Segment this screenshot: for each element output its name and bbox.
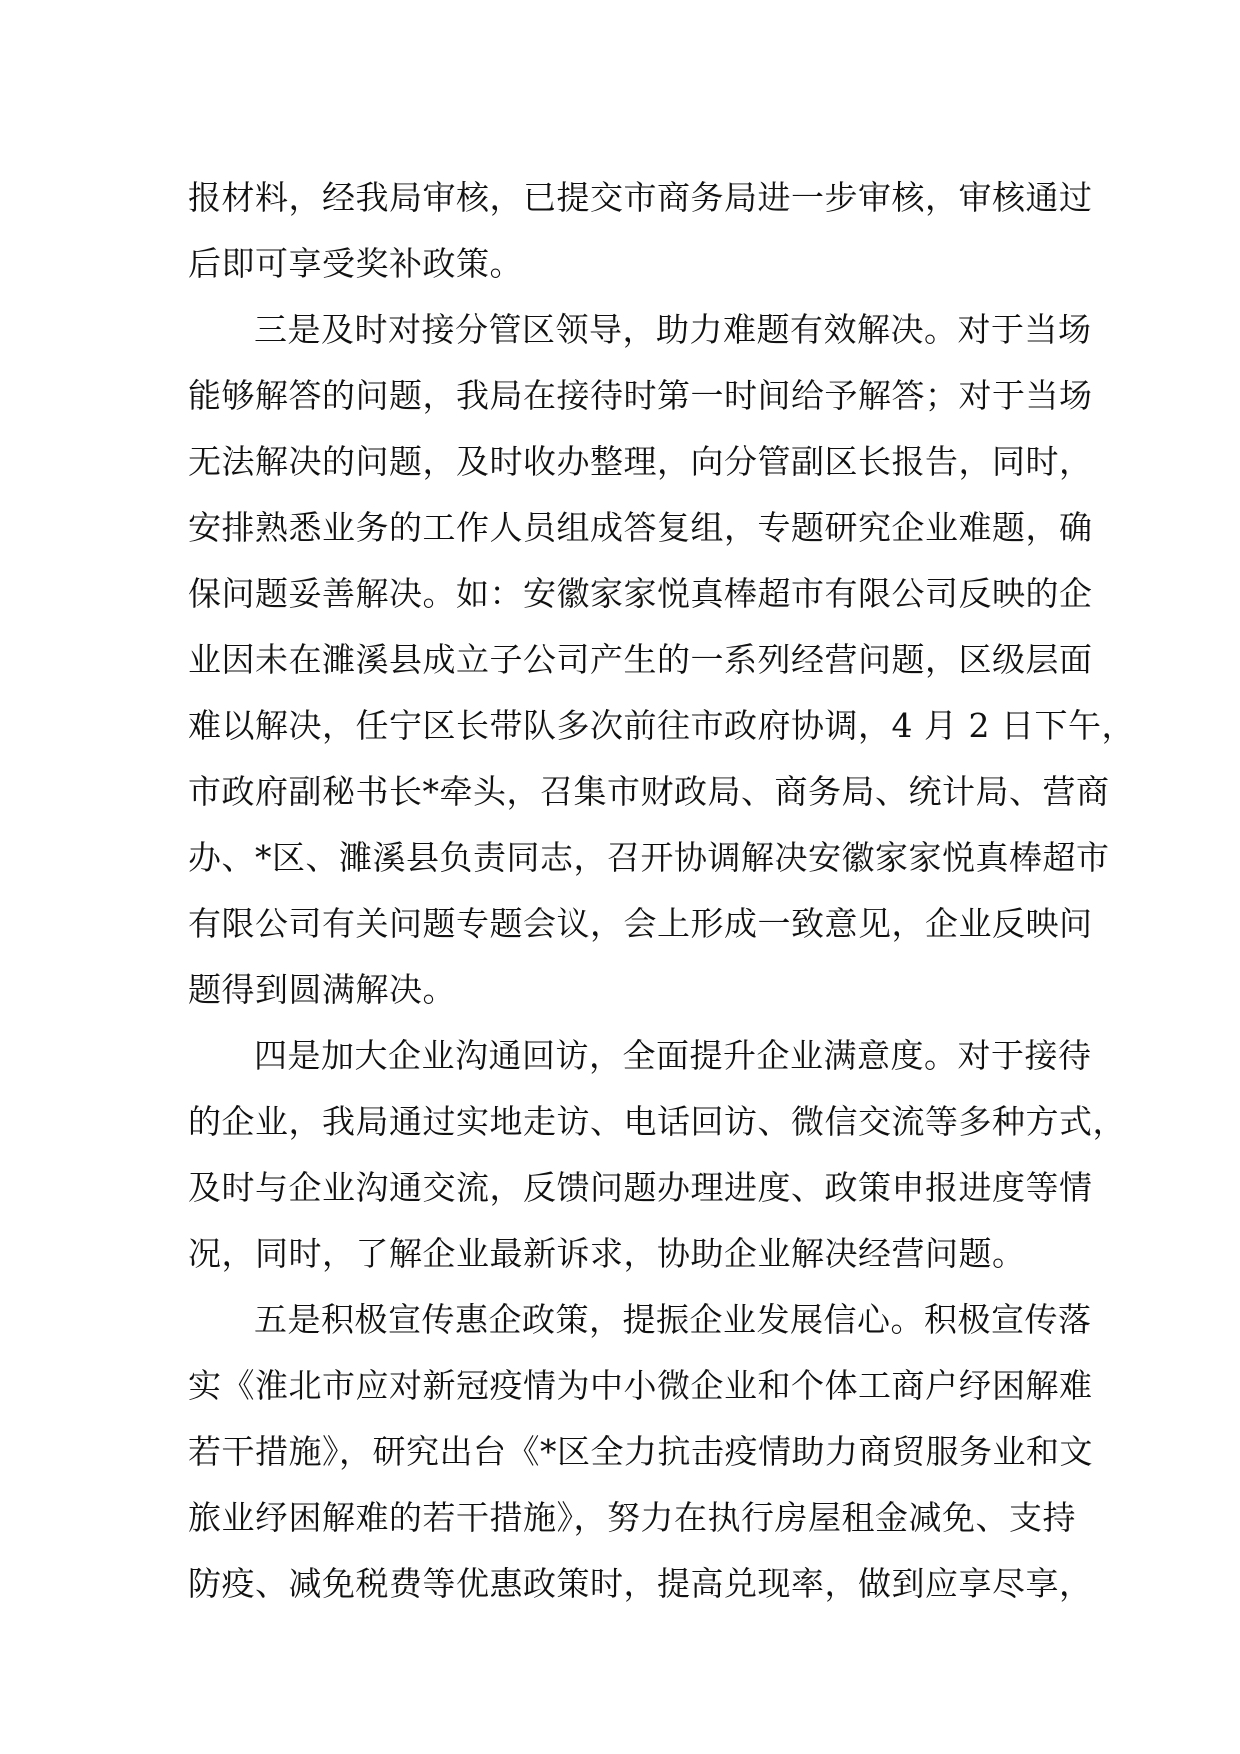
text-line: 题得到圆满解决。 (188, 970, 456, 1009)
text-line: 后即可享受奖补政策。 (188, 244, 523, 283)
text-line: 有限公司有关问题专题会议，会上形成一致意见，企业反映问 (188, 904, 1093, 943)
text-line: 若干措施》，研究出台《*区全力抗击疫情助力商贸服务业和文 (188, 1432, 1093, 1471)
text-line: 实《淮北市应对新冠疫情为中小微企业和个体工商户纾困解难 (188, 1366, 1093, 1405)
text-line: 防疫、减免税费等优惠政策时，提高兑现率，做到应享尽享， (188, 1564, 1093, 1603)
text-line: 市政府副秘书长*牵头，召集市财政局、商务局、统计局、营商 (188, 772, 1110, 811)
text-line: 报材料，经我局审核，已提交市商务局进一步审核，审核通过 (188, 178, 1093, 217)
text-line: 的企业，我局通过实地走访、电话回访、微信交流等多种方式， (188, 1102, 1126, 1141)
text-line: 保问题妥善解决。如：安徽家家悦真棒超市有限公司反映的企 (188, 574, 1093, 613)
text-line: 能够解答的问题，我局在接待时第一时间给予解答；对于当场 (188, 376, 1093, 415)
text-line: 安排熟悉业务的工作人员组成答复组，专题研究企业难题，确 (188, 508, 1093, 547)
paragraph-heading-line: 五是积极宣传惠企政策，提振企业发展信心。积极宣传落 (254, 1300, 1092, 1339)
text-line: 及时与企业沟通交流，反馈问题办理进度、政策申报进度等情 (188, 1168, 1093, 1207)
text-line: 业因未在濉溪县成立子公司产生的一系列经营问题，区级层面 (188, 640, 1093, 679)
paragraph-heading-line: 三是及时对接分管区领导，助力难题有效解决。对于当场 (254, 310, 1092, 349)
body-text (188, 165, 1135, 1617)
text-line: 无法解决的问题，及时收办整理，向分管副区长报告，同时， (188, 442, 1093, 481)
paragraph-heading-line: 四是加大企业沟通回访，全面提升企业满意度。对于接待 (254, 1036, 1092, 1075)
text-line: 办、*区、濉溪县负责同志，召开协调解决安徽家家悦真棒超市 (188, 838, 1110, 877)
text-line: 旅业纾困解难的若干措施》，努力在执行房屋租金减免、支持 (188, 1498, 1076, 1537)
text-line: 难以解决，任宁区长带队多次前往市政府协调，4 月 2 日下午， (188, 706, 1135, 745)
text-line: 况，同时，了解企业最新诉求，协助企业解决经营问题。 (188, 1234, 1026, 1273)
